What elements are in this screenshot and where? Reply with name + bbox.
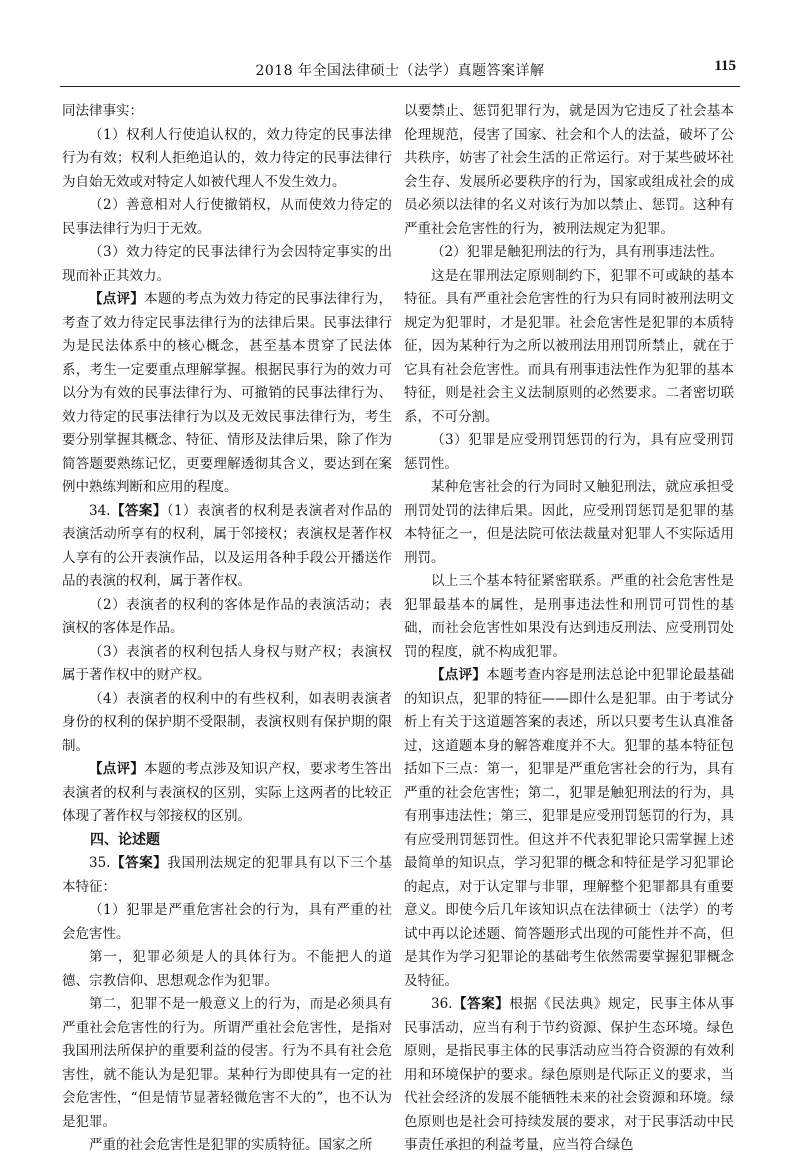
paragraph: （2）善意相对人行使撤销权，从而使效力待定的民事法律行为归于无效。 [62, 197, 392, 237]
answer-paragraph [62, 852, 392, 899]
paragraph: 第一，犯罪必须是人的具体行为。不能把人的道德、宗教信仰、思想观念作为犯罪。 [62, 949, 392, 989]
paragraph: 这是在罪刑法定原则制约下，犯罪不可或缺的基本特征。具有严重社会危害性的行为只有同时被刑法明文规定为犯罪时，才是犯罪。社会危害性是犯罪的本质特征，因为某种行为之所以被刑法用刑罚所禁止，就在于它具有社会危害性。而具有刑事违法性作为犯罪的基本特征，则是社会主义法制原则的必然要求。二者密切联系，不可分割。 [404, 267, 734, 425]
commentary-paragraph [404, 664, 734, 993]
paragraph: 同法律事实： [62, 103, 143, 119]
paragraph: （4）表演者的权利中的有些权利，如表明表演者身份的权利的保护期不受限制，表演权则有保护期的限制。 [62, 690, 392, 754]
answer-paragraph [404, 993, 734, 1158]
question-number: 35. [89, 855, 111, 871]
paragraph: （3）表演者的权利包括人身权与财产权；表演权属于著作权中的财产权。 [62, 643, 392, 683]
paragraph: （1）权利人行使追认权的，效力待定的民事法律行为有效；权利人拒绝追认的，效力待定的民事法律行为自始无效或对特定人如被代理人不发生效力。 [62, 126, 392, 190]
section-heading: 四、论述题 [90, 831, 160, 848]
commentary-paragraph [62, 758, 392, 829]
answer-text: 根据《民法典》规定，民事主体从事民事活动，应当有利于节约资源、保护生态环境。绿色原则，是指民事主体的民事活动应当符合资源的有效利用和环境保护的要求。绿色原则是代际正义的要求，当代社会经济的发展不能牺牲未来的社会资源和环境。绿色原则也是社会可持续发展的要求，对于民事活动中民事责任承担的利益考量，应当符合绿色 [404, 996, 735, 1153]
paragraph: （1）犯罪是严重危害社会的行为，具有严重的社会危害性。 [62, 902, 392, 942]
paragraph: （2）犯罪是触犯刑法的行为，具有刑事违法性。 [431, 244, 724, 260]
paragraph: 以上三个基本特征紧密联系。严重的社会危害性是犯罪最基本的属性，是刑事违法性和刑罚可罚性的基础，而社会危害性如果没有达到违反刑法、应受刑罚处罚的程度，就不构成犯罪。 [404, 573, 734, 660]
commentary-text: 本题的考点涉及知识产权，要求考生答出表演者的权利与表演权的区别，实际上这两者的比较正体现了著作权与邻接权的区别。 [62, 761, 393, 824]
paragraph: 第二，犯罪不是一般意义上的行为，而是必须具有严重社会危害性的行为。所谓严重社会危害性，是指对我国刑法所保护的重要利益的侵害。行为不具有社会危害性，就不能认为是犯罪。某种行为即使具有一定的社会危害性，“但是情节显著轻微危害不大的”，也不认为是犯罪。 [62, 996, 392, 1130]
commentary-paragraph [62, 288, 392, 500]
right-column [404, 100, 734, 1158]
commentary-tag: 【点评】 [431, 667, 487, 683]
paragraph: （2）表演者的权利的客体是作品的表演活动；表演权的客体是作品。 [62, 596, 392, 636]
commentary-text: 本题的考点为效力待定的民事法律行为，考查了效力待定民事法律行为的法律后果。民事法律行为是民法体系中的核心概念，甚至基本贯穿了民法体系，考生一定要重点理解掌握。根据民事行为的效力可以分为有效的民事法律行为、可撤销的民事法律行为、效力待定的民事法律行为以及无效民事法律行为，考生要分别掌握其概念、特征、情形及法律后果，除了作为简答题要熟练记忆，更要理解透彻其含义，要达到在案例中熟练判断和应用的程度。 [62, 291, 393, 495]
running-header [60, 56, 740, 87]
answer-text: （1）表演者的权利是表演者对作品的表演活动所享有的权利，属于邻接权；表演权是著作权人享有的公开表演作品，以及运用各种手段公开播送作品的表演的权利，属于著作权。 [62, 502, 393, 589]
answer-tag: 【答案】 [452, 996, 510, 1012]
answer-paragraph [62, 500, 392, 594]
paragraph: （3）效力待定的民事法律行为会因特定事实的出现而补正其效力。 [62, 244, 392, 284]
commentary-tag: 【点评】 [89, 761, 145, 777]
header-title: 2018 年全国法律硕士（法学）真题答案详解 [255, 63, 545, 79]
commentary-text: 本题考查内容是刑法总论中犯罪论最基础的知识点，犯罪的特征——即什么是犯罪。由于考试分析上有关于这道题答案的表述，所以只要考生认真准备过，这道题本身的解答难度并不大。犯罪的基本特征包括如下三点：第一，犯罪是严重危害社会的行为，具有严重的社会危害性；第二，犯罪是触犯刑法的行为，具有刑事违法性；第三，犯罪是应受刑罚惩罚的行为，具有应受刑罚惩罚性。但这并不代表犯罪论只需掌握上述最简单的知识点，学习犯罪的概念和特征是学习犯罪论的起点，对于认定罪与非罪，理解整个犯罪都具有重要意义。即使今后几年该知识点在法律硕士（法学）的考试中再以论述题、简答题形式出现的可能性并不高，但是其作为学习犯罪论的基础考生依然需要掌握犯罪概念及特征。 [404, 667, 735, 989]
paragraph: （3）犯罪是应受刑罚惩罚的行为，具有应受刑罚惩罚性。 [404, 432, 734, 472]
answer-tag: 【答案】 [110, 855, 168, 871]
left-column [62, 100, 392, 1158]
paragraph: 严重的社会危害性是犯罪的实质特征。国家之所 [89, 1137, 373, 1153]
paragraph: 某种危害社会的行为同时又触犯刑法，就应承担受刑罚处罚的法律后果。因此，应受刑罚惩罚是犯罪的基本特征之一，但是法院可依法裁量对犯罪人不实际适用刑罚。 [404, 479, 734, 566]
commentary-tag: 【点评】 [89, 291, 145, 307]
question-number: 34. [89, 502, 111, 519]
answer-tag: 【答案】 [110, 502, 167, 519]
answer-text: 我国刑法规定的犯罪具有以下三个基本特征： [62, 855, 393, 895]
paragraph: 以要禁止、惩罚犯罪行为，就是因为它违反了社会基本伦理规范，侵害了国家、社会和个人的法益，破坏了公共秩序，妨害了社会生活的正常运行。对于某些破坏社会生存、发展所必要秩序的行为，国家或组成社会的成员必须以法律的名义对该行为加以禁止、惩罚。这种有严重社会危害性的行为，被刑法规定为犯罪。 [404, 103, 734, 237]
page-number: 115 [714, 58, 736, 74]
question-number: 36. [431, 996, 453, 1012]
